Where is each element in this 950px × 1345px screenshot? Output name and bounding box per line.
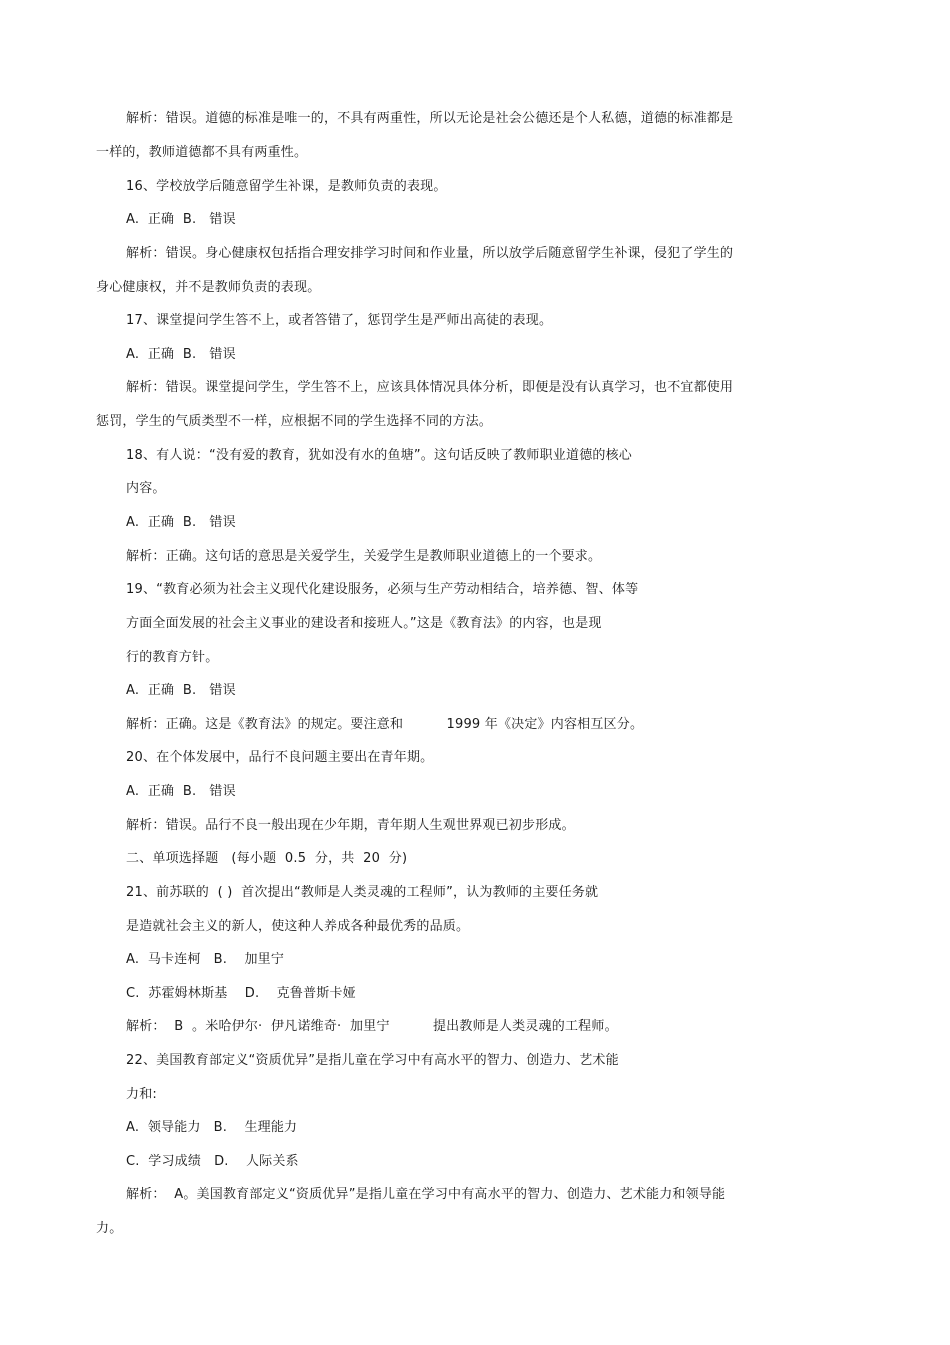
analysis-15-line-2: 一样的，教师道德都不具有两重性。 [96, 145, 308, 160]
analysis-15-line-1: 解析：错误。道德的标准是唯一的，不具有两重性，所以无论是社会公德还是个人私德，道德的标准都是 [126, 111, 734, 126]
options-18: A. 正确 B. 错误 [126, 515, 236, 530]
analysis-22-line-2: 力。 [96, 1221, 123, 1236]
options-21-cd: C. 苏霍姆林斯基 D. 克鲁普斯卡娅 [126, 986, 356, 1001]
analysis-22-line-1: 解析： A。美国教育部定义“资质优异”是指儿童在学习中有高水平的智力、创造力、艺术能力和领导能 [126, 1187, 726, 1202]
question-19-line-2: 方面全面发展的社会主义事业的建设者和接班人。”这是《教育法》的内容，也是现 [126, 616, 602, 631]
options-22-ab: A. 领导能力 B. 生理能力 [126, 1120, 298, 1135]
options-21-ab: A. 马卡连柯 B. 加里宁 [126, 952, 285, 967]
analysis-19: 解析：正确。这是《教育法》的规定。要注意和 1999 年《决定》内容相互区分。 [126, 717, 644, 732]
question-16: 16、学校放学后随意留学生补课，是教师负责的表现。 [126, 179, 447, 194]
question-18-line-1: 18、有人说：“没有爱的教育，犹如没有水的鱼塘”。这句话反映了教师职业道德的核心 [126, 448, 633, 463]
question-17: 17、课堂提问学生答不上，或者答错了，惩罚学生是严师出高徒的表现。 [126, 313, 553, 328]
analysis-21: 解析： B 。米哈伊尔· 伊凡诺维奇· 加里宁 提出教师是人类灵魂的工程师。 [126, 1019, 618, 1034]
question-19-line-3: 行的教育方针。 [126, 650, 219, 665]
analysis-17-line-2: 惩罚，学生的气质类型不一样，应根据不同的学生选择不同的方法。 [96, 414, 493, 429]
options-20: A. 正确 B. 错误 [126, 784, 236, 799]
options-19: A. 正确 B. 错误 [126, 683, 236, 698]
question-21-line-2: 是造就社会主义的新人，使这种人养成各种最优秀的品质。 [126, 919, 470, 934]
section-heading: 二、单项选择题 (每小题 0.5 分，共 20 分) [126, 851, 408, 866]
options-17: A. 正确 B. 错误 [126, 347, 236, 362]
analysis-16-line-2: 身心健康权，并不是教师负责的表现。 [96, 280, 321, 295]
question-22-line-2: 力和: [126, 1087, 157, 1102]
question-21-line-1: 21、前苏联的 ( ) 首次提出“教师是人类灵魂的工程师”，认为教师的主要任务就 [126, 885, 599, 900]
question-20: 20、在个体发展中，品行不良问题主要出在青年期。 [126, 750, 434, 765]
options-16: A. 正确 B. 错误 [126, 212, 236, 227]
question-18-line-2: 内容。 [126, 481, 166, 496]
analysis-20: 解析：错误。品行不良一般出现在少年期，青年期人生观世界观已初步形成。 [126, 818, 575, 833]
options-22-cd: C. 学习成绩 D. 人际关系 [126, 1154, 299, 1169]
analysis-16-line-1: 解析：错误。身心健康权包括指合理安排学习时间和作业量，所以放学后随意留学生补课，侵犯了学生的 [126, 246, 734, 261]
question-19-line-1: 19、“教育必须为社会主义现代化建设服务，必须与生产劳动相结合，培养德、智、体等 [126, 582, 639, 597]
analysis-18: 解析：正确。这句话的意思是关爱学生，关爱学生是教师职业道德上的一个要求。 [126, 549, 602, 564]
question-22-line-1: 22、美国教育部定义“资质优异”是指儿童在学习中有高水平的智力、创造力、艺术能 [126, 1053, 619, 1068]
analysis-17-line-1: 解析：错误。课堂提问学生，学生答不上，应该具体情况具体分析，即便是没有认真学习，也不宜都使用 [126, 380, 734, 395]
